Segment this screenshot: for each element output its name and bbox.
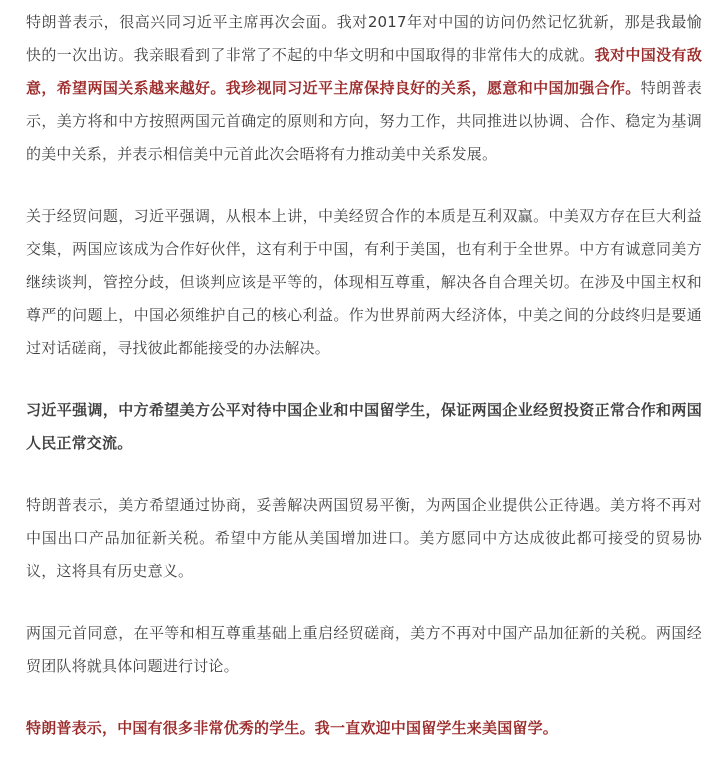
- paragraph-trump-meeting: [26, 6, 702, 171]
- paragraph-restart-talks: 两国元首同意，在平等和相互尊重基础上重启经贸磋商，美方不再对中国产品加征新的关税。两国经贸团队将就具体问题进行讨论。: [26, 624, 702, 675]
- paragraph-trump-trade-balance: 特朗普表示，美方希望通过协商，妥善解决两国贸易平衡，为两国企业提供公正待遇。美方将不再对中国出口产品加征新关税。希望中方能从美国增加进口。美方愿同中方达成彼此都可接受的贸易协议，这将具有历史意义。: [26, 496, 702, 580]
- paragraph-students-red: 特朗普表示，中国有很多非常优秀的学生。我一直欢迎中国留学生来美国留学。: [26, 719, 559, 737]
- article-body: [26, 0, 702, 745]
- highlighted-quote-red: 我对中国没有敌意，希望两国关系越来越好。我珍视同习近平主席保持良好的关系，愿意和中国加强合作。: [26, 46, 702, 97]
- paragraph-text: 特朗普表示，美方将和中方按照两国元首确定的原则和方向，努力工作，共同推进以协调、合作、稳定为基调的美中关系，并表示相信美中元首此次会晤将有力推动美中关系发展。: [26, 79, 702, 163]
- paragraph-text: 特朗普表示，很高兴同习近平主席再次会面。我对2017年对中国的访问仍然记忆犹新，那是我最愉快的一次出访。我亲眼看到了非常了不起的中华文明和中国取得的非常伟大的成就。: [26, 13, 702, 64]
- paragraph-xi-emphasis-bold: 习近平强调，中方希望美方公平对待中国企业和中国留学生，保证两国企业经贸投资正常合作和两国人民正常交流。: [26, 401, 702, 452]
- paragraph-trade-issues: 关于经贸问题，习近平强调，从根本上讲，中美经贸合作的本质是互利双赢。中美双方存在巨大利益交集，两国应该成为合作好伙伴，这有利于中国，有利于美国，也有利于全世界。中方有诚意同美方继续谈判，管控分歧，但谈判应该是平等的，体现相互尊重，解决各自合理关切。在涉及中国主权和尊严的问题上，中国必须维护自己的核心利益。作为世界前两大经济体，中美之间的分歧终归是要通过对话磋商，寻找彼此都能接受的办法解决。: [26, 207, 702, 357]
